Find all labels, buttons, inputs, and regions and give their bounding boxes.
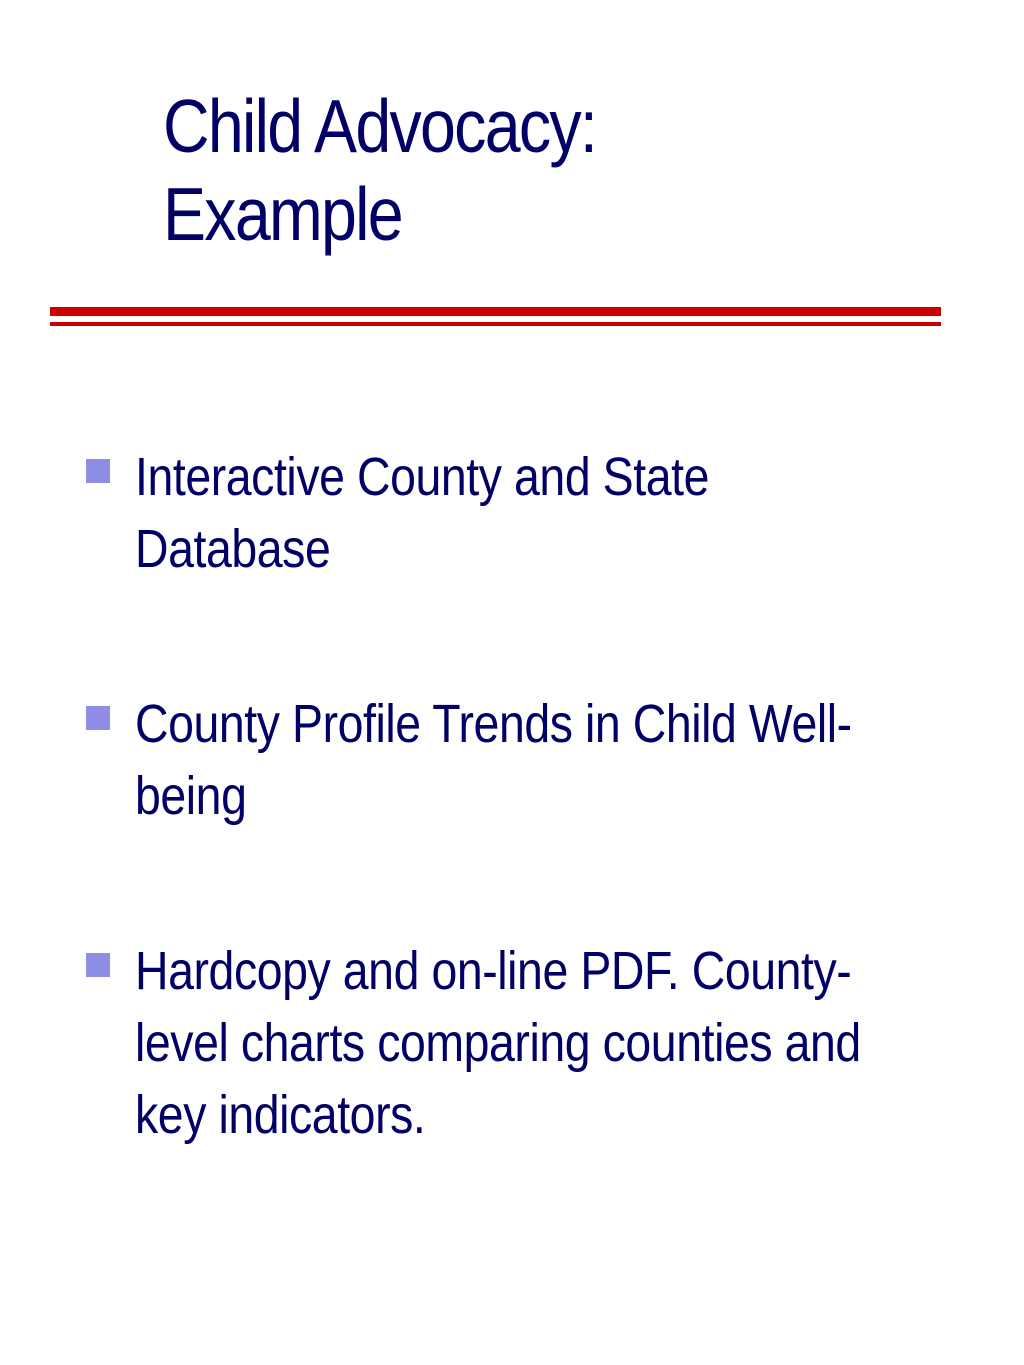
slide-title-line-2: Example: [163, 172, 402, 256]
square-bullet-icon: [86, 459, 110, 483]
bullet-text-county-profile: [135, 688, 952, 832]
slide-title-line-1: Child Advocacy:: [163, 84, 597, 168]
bullet-text-hardcopy: [135, 935, 952, 1151]
slide-title: [163, 82, 851, 258]
bullet-line: Interactive County and State: [135, 447, 709, 507]
title-divider-thick: [50, 307, 941, 316]
bullet-line: being: [135, 766, 247, 826]
bullet-line: Hardcopy and on-line PDF. County-: [135, 941, 852, 1001]
bullet-text-database: [135, 441, 952, 585]
square-bullet-icon: [86, 706, 110, 730]
bullet-line: Database: [135, 519, 331, 579]
bullet-line: key indicators.: [135, 1085, 426, 1145]
title-divider-thin: [50, 322, 941, 326]
bullet-line: County Profile Trends in Child Well-: [135, 694, 852, 754]
square-bullet-icon: [86, 953, 110, 977]
bullet-line: level charts comparing counties and: [135, 1013, 861, 1073]
